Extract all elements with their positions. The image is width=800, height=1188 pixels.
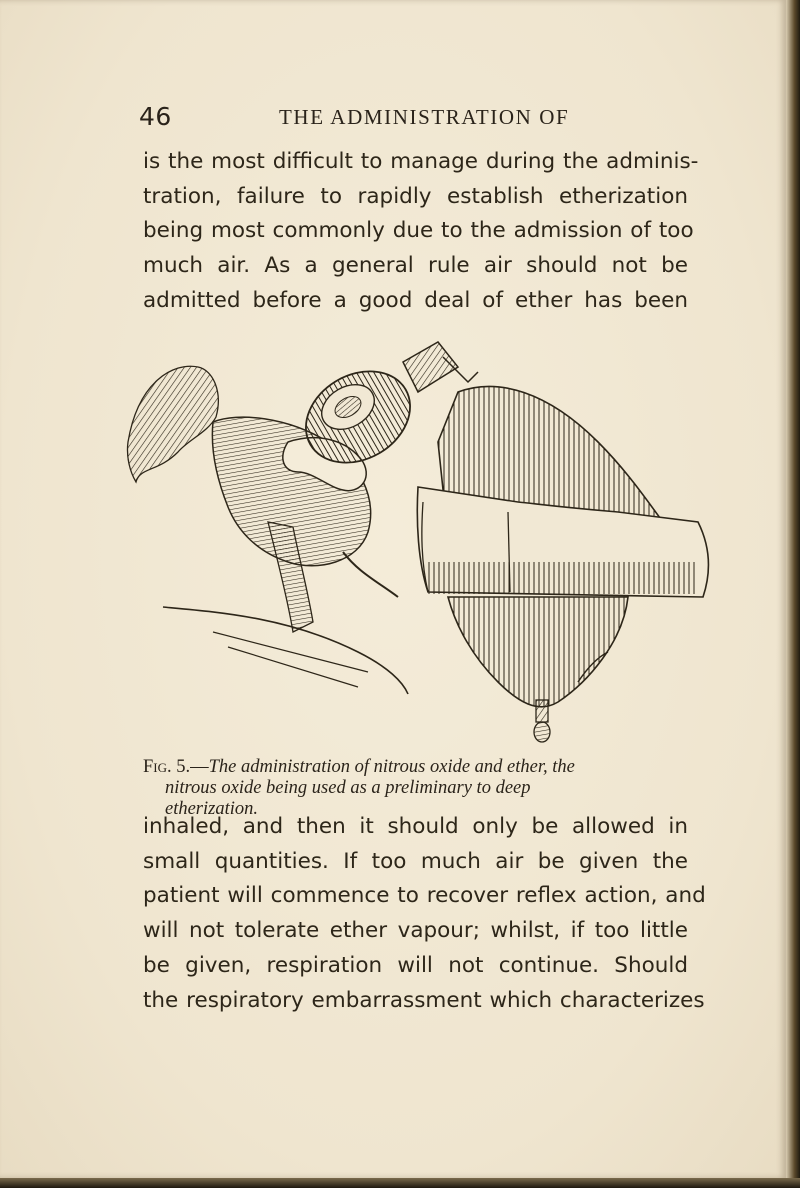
page-number: 46 — [139, 102, 172, 131]
text-line: be given, respiration will not continue. Should — [143, 952, 688, 978]
text-line: admitted before a good deal of ether has been — [143, 287, 688, 313]
figure-illustration — [118, 322, 728, 754]
text-line: inhaled, and then it should only be allowed in — [143, 814, 688, 839]
page-edge-shadow — [786, 0, 800, 1188]
text-line: much air. As a general rule air should not be — [143, 253, 688, 279]
paragraph-bottom — [143, 810, 706, 1018]
text-line: being most commonly due to the admission of too — [143, 218, 694, 244]
connector-tube-drawing — [403, 342, 458, 392]
text-line: is the most difficult to manage during the adminis- — [143, 149, 699, 174]
running-head — [139, 102, 679, 138]
hair-drawing — [127, 366, 218, 482]
text-line: will not tolerate ether vapour; whilst, if too little — [143, 918, 688, 944]
caption-line: nitrous oxide being used as a preliminary to deep — [165, 778, 531, 798]
caption-label: Fig. 5.— — [143, 757, 209, 777]
paragraph-top — [143, 145, 699, 319]
caption-line: The administration of nitrous oxide and ether, the — [208, 757, 575, 777]
gas-bag-lower-drawing — [448, 597, 628, 707]
text-line: patient will commence to recover reflex action, and — [143, 883, 706, 909]
text-line: tration, failure to rapidly establish etherization — [143, 183, 688, 209]
caption-line: etherization. — [165, 799, 259, 819]
text-line: the respiratory embarrassment which characterizes — [143, 987, 705, 1013]
running-title: THE ADMINISTRATION OF — [279, 105, 570, 129]
valve-drawing — [534, 700, 550, 742]
text-line: small quantities. If too much air be given the — [143, 848, 688, 874]
page-bottom-edge — [0, 1178, 800, 1188]
